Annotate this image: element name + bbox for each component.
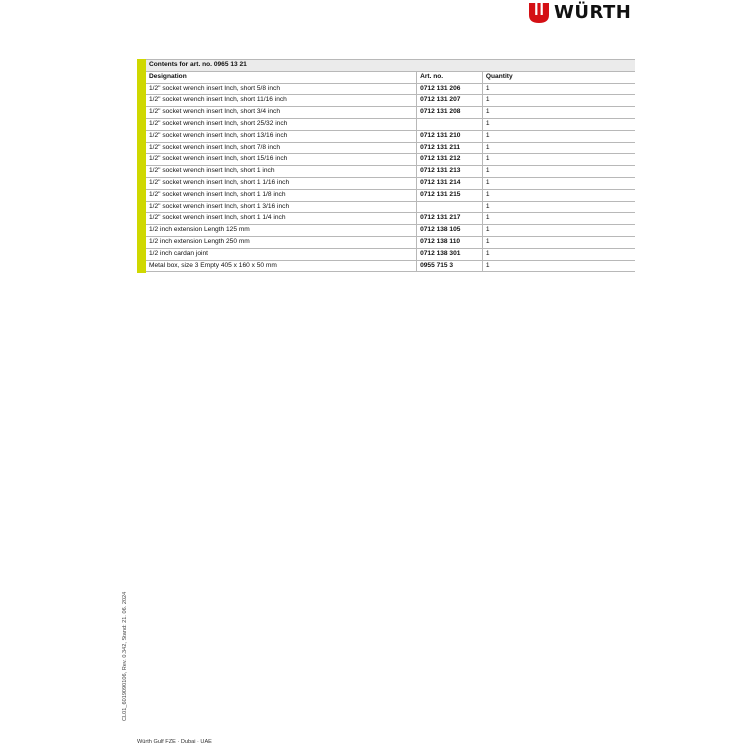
wurth-logo [528,2,631,24]
cell-quantity: 1 [482,177,635,189]
table-row [146,236,635,248]
cell-designation: 1/2" socket wrench insert Inch, short 1 inch [146,166,417,178]
table-caption-row [146,60,635,72]
cell-designation: 1/2" socket wrench insert Inch, short 25/32 inch [146,118,417,130]
table-row [146,189,635,201]
cell-designation: 1/2" socket wrench insert Inch, short 1 3/16 inch [146,201,417,213]
cell-quantity: 1 [482,213,635,225]
cell-designation: 1/2 inch cardan joint [146,248,417,260]
table-row [146,213,635,225]
cell-quantity: 1 [482,236,635,248]
table-row [146,248,635,260]
cell-art-no: 0712 131 213 [417,166,483,178]
cell-art-no [417,201,483,213]
cell-art-no: 0712 138 301 [417,248,483,260]
cell-quantity: 1 [482,201,635,213]
cell-art-no: 0712 131 212 [417,154,483,166]
cell-art-no: 0712 131 211 [417,142,483,154]
cell-art-no: 0712 131 208 [417,107,483,119]
cell-designation: 1/2" socket wrench insert Inch, short 1 1/16 inch [146,177,417,189]
brand-name: WÜRTH [554,2,632,23]
cell-art-no: 0712 131 206 [417,83,483,95]
cell-designation: 1/2" socket wrench insert Inch, short 7/8 inch [146,142,417,154]
accent-bar [137,59,146,273]
cell-designation: 1/2" socket wrench insert Inch, short 11/16 inch [146,95,417,107]
cell-designation: 1/2" socket wrench insert Inch, short 5/8 inch [146,83,417,95]
table-row [146,107,635,119]
cell-designation: Metal box, size 3 Empty 405 x 160 x 50 mm [146,260,417,272]
table-row [146,260,635,272]
wurth-logo-icon [528,2,550,24]
cell-art-no: 0712 138 105 [417,225,483,237]
cell-art-no: 0712 131 214 [417,177,483,189]
cell-quantity: 1 [482,248,635,260]
header-art-no: Art. no. [417,71,483,83]
cell-designation: 1/2" socket wrench insert Inch, short 13/16 inch [146,130,417,142]
cell-quantity: 1 [482,130,635,142]
cell-quantity: 1 [482,166,635,178]
cell-quantity: 1 [482,189,635,201]
table-row [146,166,635,178]
cell-quantity: 1 [482,142,635,154]
table-row [146,142,635,154]
cell-art-no: 0712 131 207 [417,95,483,107]
table-row [146,177,635,189]
header-quantity: Quantity [482,71,635,83]
table-header-row [146,71,635,83]
table-row [146,225,635,237]
cell-quantity: 1 [482,260,635,272]
cell-designation: 1/2" socket wrench insert Inch, short 3/4 inch [146,107,417,119]
cell-designation: 1/2" socket wrench insert Inch, short 1 1/8 inch [146,189,417,201]
table-row [146,83,635,95]
table-caption: Contents for art. no. 0965 13 21 [146,60,635,72]
table-row [146,130,635,142]
table-row [146,95,635,107]
contents-table [146,59,635,272]
table-row [146,118,635,130]
cell-art-no: 0712 138 110 [417,236,483,248]
cell-quantity: 1 [482,225,635,237]
cell-art-no: 0712 131 215 [417,189,483,201]
cell-designation: 1/2 inch extension Length 125 mm [146,225,417,237]
cell-designation: 1/2" socket wrench insert Inch, short 15/16 inch [146,154,417,166]
cell-quantity: 1 [482,95,635,107]
document-reference: CL01_6019090106, Rev. 0.342, Stand: 21. 06. 2024 [122,591,128,721]
cell-art-no: 0712 131 217 [417,213,483,225]
cell-art-no: 0712 131 210 [417,130,483,142]
cell-designation: 1/2 inch extension Length 250 mm [146,236,417,248]
cell-art-no [417,118,483,130]
cell-art-no: 0955 715 3 [417,260,483,272]
cell-quantity: 1 [482,118,635,130]
footer-company: Würth Gulf FZE · Dubai · UAE [137,739,212,745]
cell-quantity: 1 [482,107,635,119]
cell-quantity: 1 [482,154,635,166]
table-row [146,154,635,166]
cell-quantity: 1 [482,83,635,95]
cell-designation: 1/2" socket wrench insert Inch, short 1 1/4 inch [146,213,417,225]
table-row [146,201,635,213]
header-designation: Designation [146,71,417,83]
